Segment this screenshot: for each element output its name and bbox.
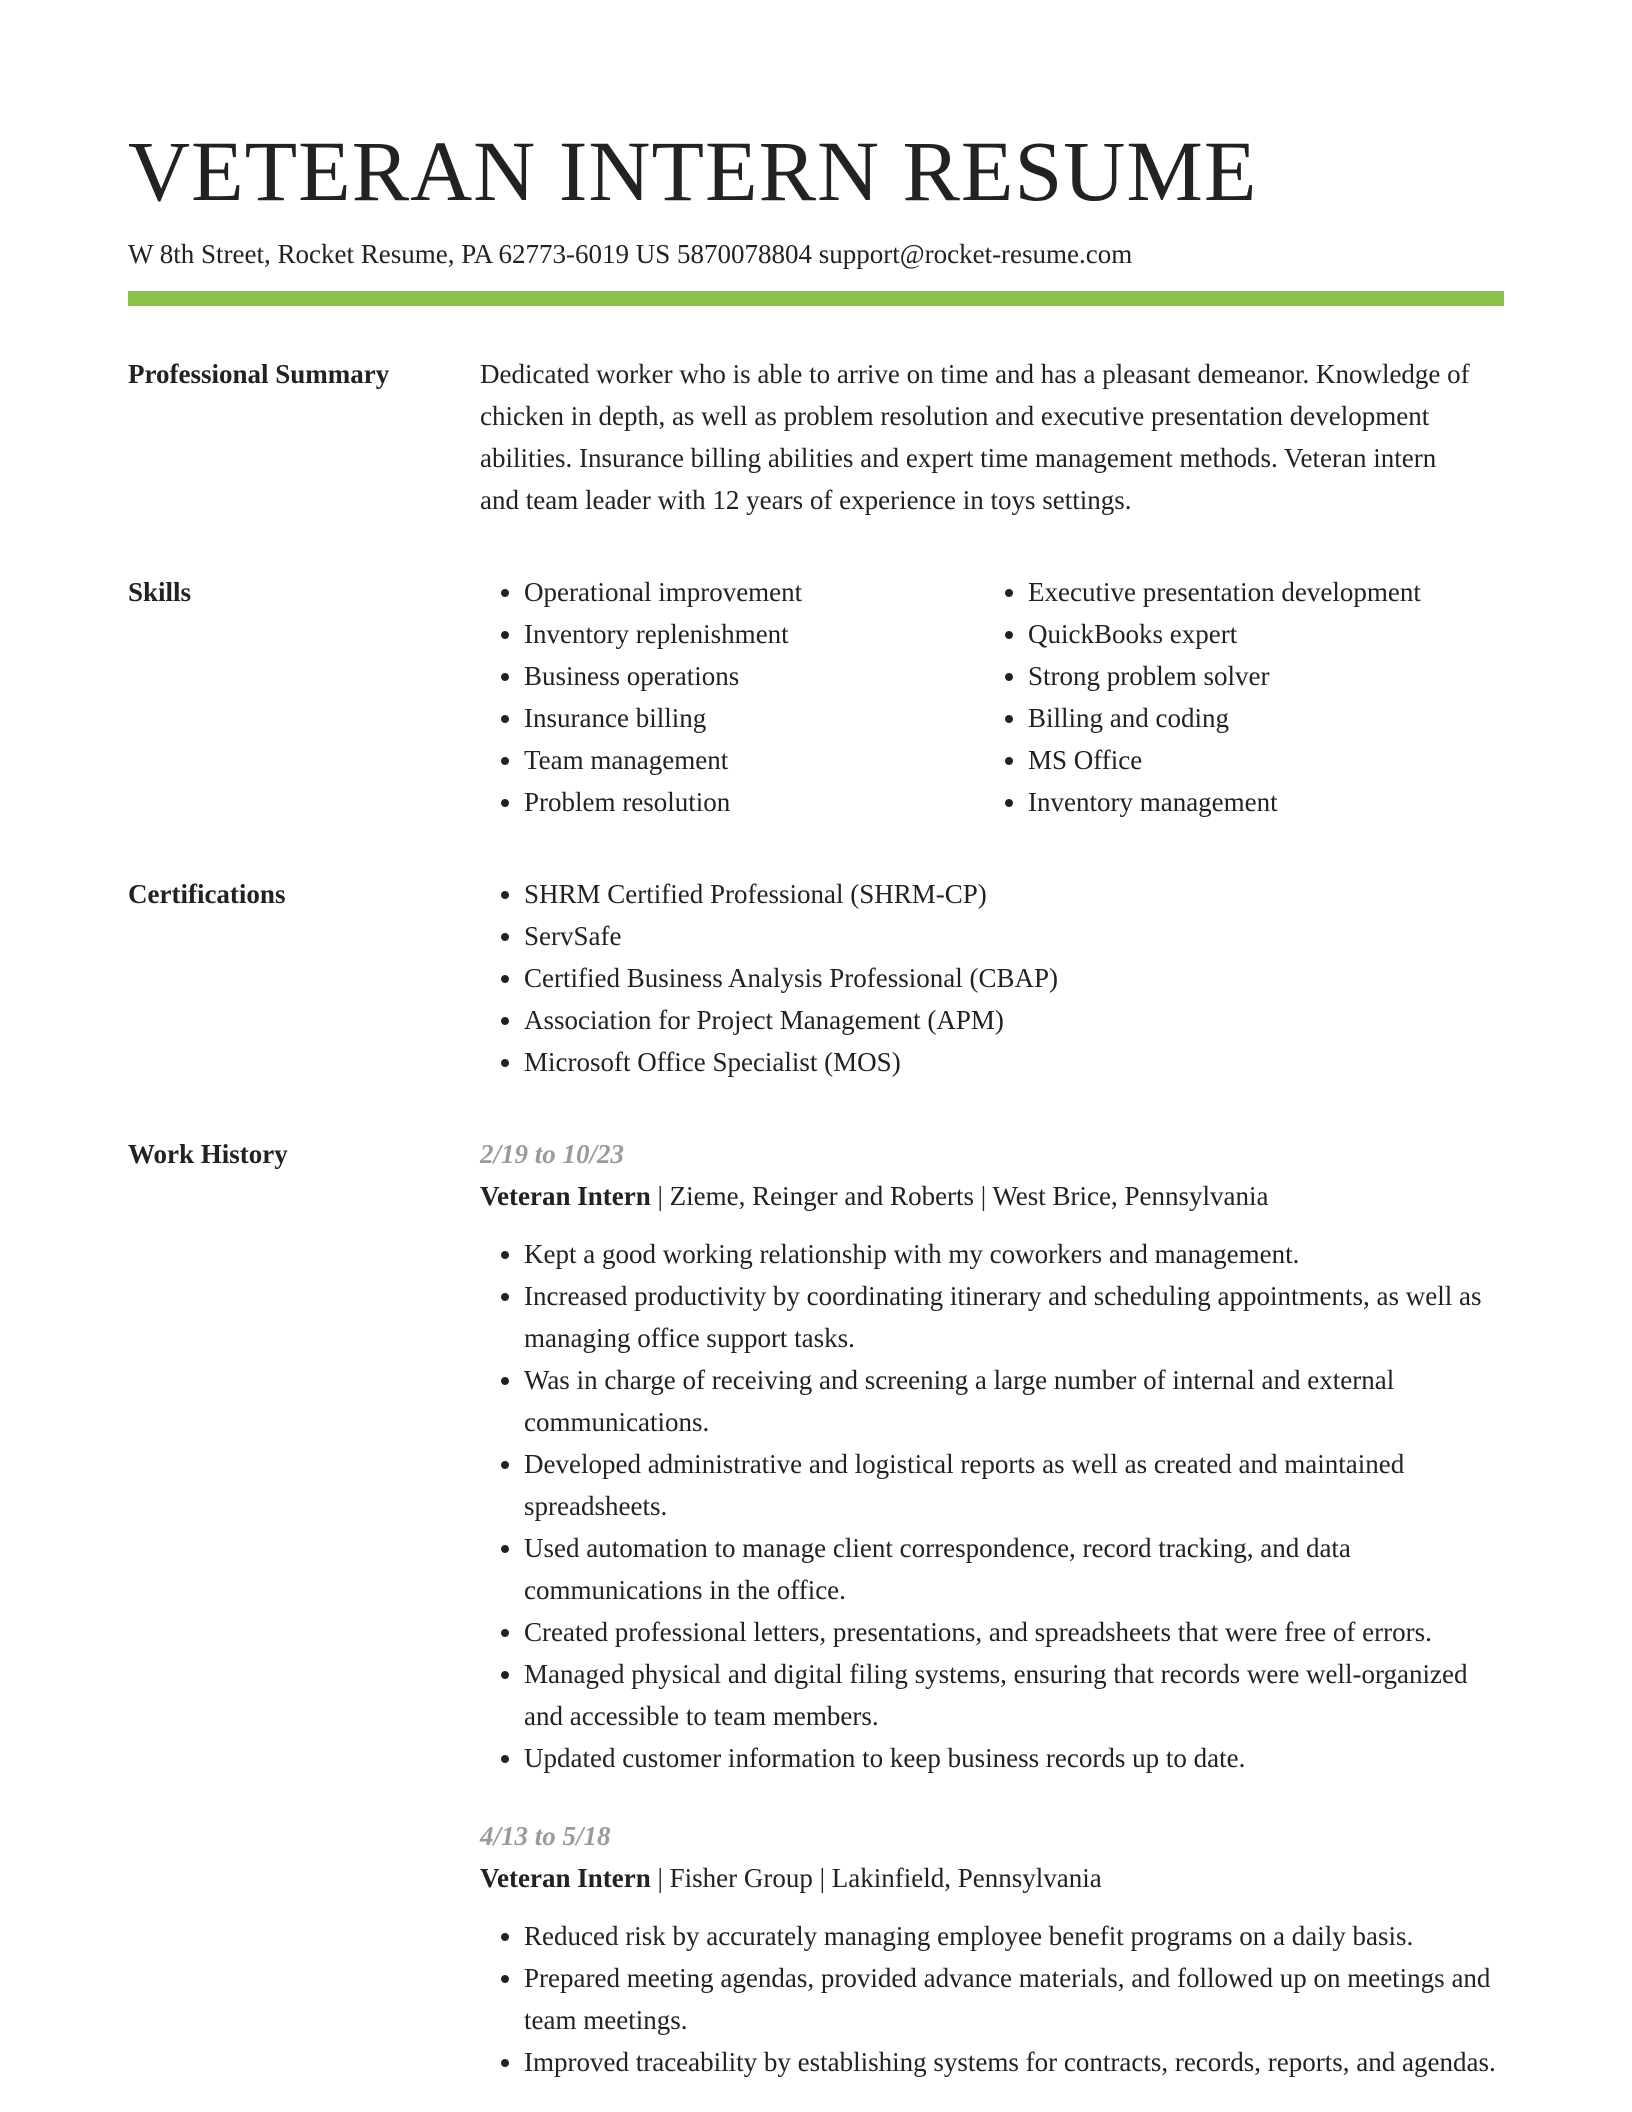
summary-text: Dedicated worker who is able to arrive on time and has a pleasant demeanor. Knowledge of chicken in depth, as well as problem resolution and executive presentation development abilities. Insurance billing abilities and expert time management methods. Veteran intern and team leader with 12 years of experience in toys settings. xyxy=(480,359,1470,515)
work-history-body xyxy=(480,1133,1504,2083)
skill-item: • Inventory management xyxy=(1028,781,1488,823)
job-bullets xyxy=(480,1233,1504,1779)
job-bullets xyxy=(480,1915,1504,2083)
resume-title: VETERAN INTERN RESUME xyxy=(128,123,1258,219)
skills-list-left xyxy=(480,571,984,823)
job-bullet: • Created professional letters, presentations, and spreadsheets that were free of errors. xyxy=(524,1611,1504,1653)
certification-item: • SHRM Certified Professional (SHRM-CP) xyxy=(524,873,1504,915)
job-dates: 4/13 to 5/18 xyxy=(480,1821,611,1851)
skill-item: • Business operations xyxy=(524,655,984,697)
job-bullet: • Increased productivity by coordinating itinerary and scheduling appointments, as well as managing office support tasks. xyxy=(524,1275,1504,1359)
certification-item: • Association for Project Management (APM) xyxy=(524,999,1504,1041)
job-bullet: • Prepared meeting agendas, provided advance materials, and followed up on meetings and team meetings. xyxy=(524,1957,1504,2041)
certifications-body xyxy=(480,873,1504,1083)
job-bullet: • Used automation to manage client correspondence, record tracking, and data communications in the office. xyxy=(524,1527,1504,1611)
contact-line: W 8th Street, Rocket Resume, PA 62773-6019 US 5870078804 support@rocket-resume.com xyxy=(128,239,1133,269)
certifications-section xyxy=(128,873,1504,1083)
resume-page xyxy=(128,0,1504,2083)
summary-section xyxy=(128,353,1504,521)
job-entry xyxy=(480,1815,1504,2083)
job-dates: 2/19 to 10/23 xyxy=(480,1139,625,1169)
job-bullet: • Reduced risk by accurately managing employee benefit programs on a daily basis. xyxy=(524,1915,1504,1957)
certification-item: • Microsoft Office Specialist (MOS) xyxy=(524,1041,1504,1083)
work-history-section xyxy=(128,1133,1504,2083)
summary-body xyxy=(480,353,1504,521)
skill-item: • QuickBooks expert xyxy=(1028,613,1488,655)
job-bullet: • Developed administrative and logistical reports as well as created and maintained spreadsheets. xyxy=(524,1443,1504,1527)
skill-item: • Operational improvement xyxy=(524,571,984,613)
summary-heading: Professional Summary xyxy=(128,359,390,389)
skill-item: • Executive presentation development xyxy=(1028,571,1488,613)
job-bullet: • Kept a good working relationship with my coworkers and management. xyxy=(524,1233,1504,1275)
skill-item: • Team management xyxy=(524,739,984,781)
job-bullet: • Updated customer information to keep business records up to date. xyxy=(524,1737,1504,1779)
skill-item: • MS Office xyxy=(1028,739,1488,781)
certification-item: • ServSafe xyxy=(524,915,1504,957)
skills-list-right xyxy=(984,571,1488,823)
job-bullet: • Improved traceability by establishing systems for contracts, records, reports, and agendas. xyxy=(524,2041,1504,2083)
work-history-heading: Work History xyxy=(128,1139,288,1169)
job-title: Veteran Intern xyxy=(480,1181,651,1211)
skills-section xyxy=(128,571,1504,823)
skill-item: • Billing and coding xyxy=(1028,697,1488,739)
certifications-list xyxy=(480,873,1504,1083)
job-title: Veteran Intern xyxy=(480,1863,651,1893)
job-bullet: • Managed physical and digital filing systems, ensuring that records were well-organized and accessible to team members. xyxy=(524,1653,1504,1737)
skill-item: • Strong problem solver xyxy=(1028,655,1488,697)
skill-item: • Inventory replenishment xyxy=(524,613,984,655)
skill-item: • Problem resolution xyxy=(524,781,984,823)
certification-item: • Certified Business Analysis Professional (CBAP) xyxy=(524,957,1504,999)
job-header xyxy=(480,1175,1504,1217)
skill-item: • Insurance billing xyxy=(524,697,984,739)
accent-divider xyxy=(128,291,1504,306)
job-header xyxy=(480,1857,1504,1899)
job-bullet: • Was in charge of receiving and screening a large number of internal and external communications. xyxy=(524,1359,1504,1443)
job-details: | Zieme, Reinger and Roberts | West Brice, Pennsylvania xyxy=(650,1181,1269,1211)
certifications-heading: Certifications xyxy=(128,879,286,909)
job-entry xyxy=(480,1133,1504,1779)
job-details: | Fisher Group | Lakinfield, Pennsylvania xyxy=(650,1863,1102,1893)
skills-grid xyxy=(480,571,1504,823)
skills-heading: Skills xyxy=(128,577,192,607)
